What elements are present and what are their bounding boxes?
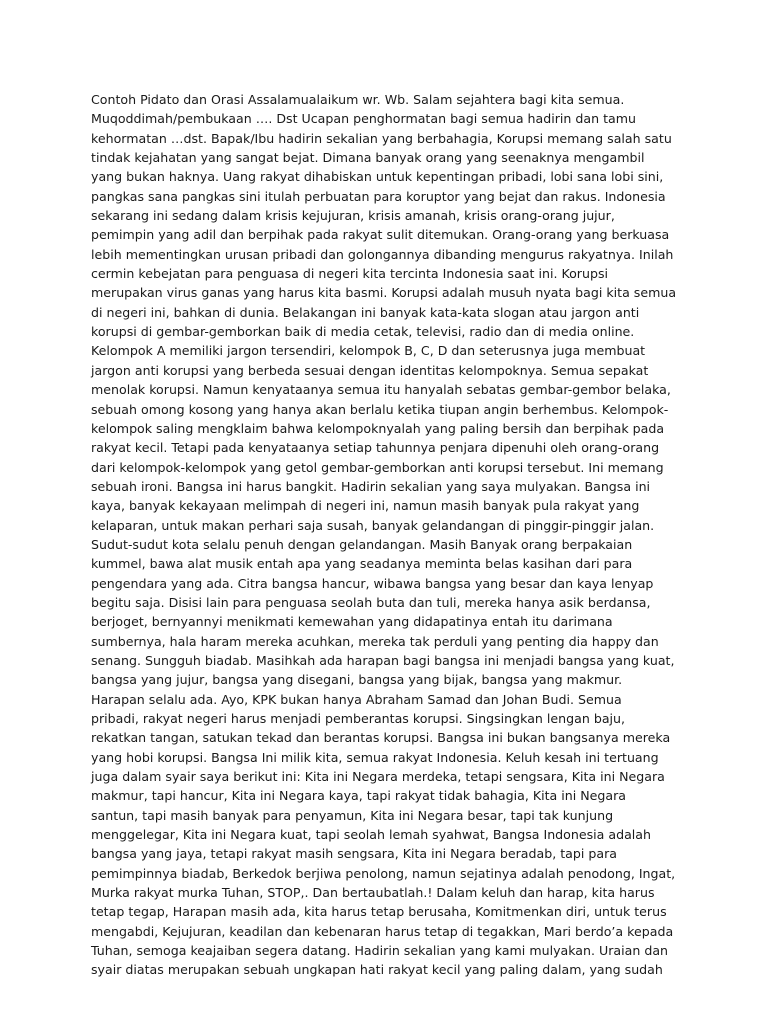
text-line: pemimpinnya biadab, Berkedok berjiwa penolong, namun sejatinya adalah penodong, Ingat,	[91, 865, 676, 881]
text-line: santun, tapi masih banyak para penyamun, Kita ini Negara besar, tapi tak kunjung	[91, 807, 614, 823]
text-line: yang bukan haknya. Uang rakyat dihabiskan untuk kepentingan pribadi, lobi sana lobi sini,	[91, 169, 664, 185]
text-line: sebuah ironi. Bangsa ini harus bangkit. Hadirin sekalian yang saya mulyakan. Bangsa ini	[91, 478, 651, 494]
text-line: Sudut-sudut kota selalu penuh dengan gelandangan. Masih Banyak orang berpakaian	[91, 536, 633, 552]
text-line: bangsa yang jujur, bangsa yang disegani, bangsa yang bijak, bangsa yang makmur.	[91, 672, 623, 688]
text-line: merupakan virus ganas yang harus kita basmi. Korupsi adalah musuh nyata bagi kita semua	[91, 285, 677, 301]
text-line: syair diatas merupakan sebuah ungkapan hati rakyat kecil yang paling dalam, yang sudah	[91, 962, 663, 978]
text-line: korupsi di gembar-gemborkan baik di media cetak, televisi, radio dan di media online.	[91, 324, 635, 340]
text-line: tetap tegap, Harapan masih ada, kita harus tetap berusaha, Komitmenkan diri, untuk terus	[91, 904, 667, 920]
text-line: kehormatan …dst. Bapak/Ibu hadirin sekalian yang berbahagia, Korupsi memang salah satu	[91, 130, 672, 146]
text-line: begitu saja. Disisi lain para penguasa seolah buta dan tuli, mereka hanya asik berdansa,	[91, 594, 651, 610]
text-line: pribadi, rakyat negeri harus menjadi pemberantas korupsi. Singsingkan lengan baju,	[91, 711, 626, 726]
text-line: dari kelompok-kelompok yang getol gembar-gemborkan anti korupsi tersebut. Ini memang	[91, 459, 664, 475]
text-line: pangkas sana pangkas sini itulah perbuatan para koruptor yang bejat dan rakus. Indonesia	[91, 188, 666, 204]
text-line: berjoget, bernyannyi menikmati kemewahan yang didapatinya entah itu darimana	[91, 614, 613, 630]
text-line: Murka rakyat murka Tuhan, STOP,. Dan bertaubatlah.! Dalam keluh dan harap, kita harus	[91, 885, 655, 901]
text-line: sumbernya, hala haram mereka acuhkan, mereka tak perduli yang penting dia happy dan	[91, 633, 659, 649]
text-line: kummel, bawa alat musik entah apa yang seadanya meminta belas kasihan dari para	[91, 556, 633, 572]
text-line: yang hobi korupsi. Bangsa Ini milik kita, semua rakyat Indonesia. Keluh kesah ini tertuang	[91, 749, 659, 765]
text-line: senang. Sungguh biadab. Masihkah ada harapan bagi bangsa ini menjadi bangsa yang kuat,	[91, 652, 675, 668]
text-line: pengendara yang ada. Citra bangsa hancur, wibawa bangsa yang besar dan kaya lenyap	[91, 575, 654, 591]
text-line: cermin kebejatan para penguasa di negeri kita tercinta Indonesia saat ini. Korupsi	[91, 266, 609, 282]
text-line: Kelompok A memiliki jargon tersendiri, kelompok B, C, D dan seterusnya juga membuat	[91, 343, 646, 359]
text-line: bangsa yang jaya, tetapi rakyat masih sengsara, Kita ini Negara beradab, tapi para	[91, 846, 617, 862]
text-line: rakyat kecil. Tetapi pada kenyataanya setiap tahunnya penjara dipenuhi oleh orang-orang	[91, 440, 660, 456]
text-line: tindak kejahatan yang sangat bejat. Dimana banyak orang yang seenaknya mengambil	[91, 150, 645, 166]
text-line: sekarang ini sedang dalam krisis kejujuran, krisis amanah, krisis orang-orang jujur,	[91, 208, 615, 224]
text-line: Tuhan, semoga keajaiban segera datang. Hadirin sekalian yang kami mulyakan. Uraian dan	[91, 943, 669, 959]
text-line: juga dalam syair saya berikut ini: Kita ini Negara merdeka, tetapi sengsara, Kita ini Negara	[91, 769, 665, 785]
text-line: rekatkan tangan, satukan tekad dan berantas korupsi. Bangsa ini bukan bangsanya mereka	[91, 730, 671, 746]
text-line: kelaparan, untuk makan perhari saja susah, banyak gelandangan di pinggir-pinggir jalan.	[91, 517, 655, 533]
text-line: jargon anti korupsi yang berbeda sesuai dengan identitas kelompoknya. Semua sepakat	[91, 362, 649, 378]
text-line: pemimpin yang adil dan berpihak pada rakyat sulit ditemukan. Orang-orang yang berkuasa	[91, 227, 670, 243]
text-line: mengabdi, Kejujuran, keadilan dan kebenaran harus tetap di tegakkan, Mari berdo’a kepada	[91, 923, 674, 939]
text-line: sebuah omong kosong yang hanya akan berlalu ketika tiupan angin berhembus. Kelompok-	[91, 401, 669, 417]
text-line: di negeri ini, bahkan di dunia. Belakangan ini banyak kata-kata slogan atau jargon anti	[91, 304, 640, 320]
text-line: Muqoddimah/pembukaan …. Dst Ucapan penghormatan bagi semua hadirin dan tamu	[91, 111, 637, 127]
text-line: menolak korupsi. Namun kenyataanya semua itu hanyalah sebatas gembar-gembor belaka,	[91, 382, 671, 398]
text-line: menggelegar, Kita ini Negara kuat, tapi seolah lemah syahwat, Bangsa Indonesia adalah	[91, 827, 652, 843]
text-line: kaya, banyak kekayaan melimpah di negeri ini, namun masih banyak pula rakyat yang	[91, 498, 640, 514]
text-line: Harapan selalu ada. Ayo, KPK bukan hanya Abraham Samad dan Johan Budi. Semua	[91, 691, 622, 707]
text-line: lebih mementingkan urusan pribadi dan golongannya dibanding mengurus rakyatnya. Inilah	[91, 246, 674, 262]
text-line: makmur, tapi hancur, Kita ini Negara kaya, tapi rakyat tidak bahagia, Kita ini Negara	[91, 788, 627, 804]
speech-text	[91, 90, 683, 980]
text-line: kelompok saling mengklaim bahwa kelompoknyalah yang paling bersih dan berpihak pada	[91, 420, 665, 436]
text-line: Contoh Pidato dan Orasi Assalamualaikum wr. Wb. Salam sejahtera bagi kita semua.	[91, 92, 625, 107]
